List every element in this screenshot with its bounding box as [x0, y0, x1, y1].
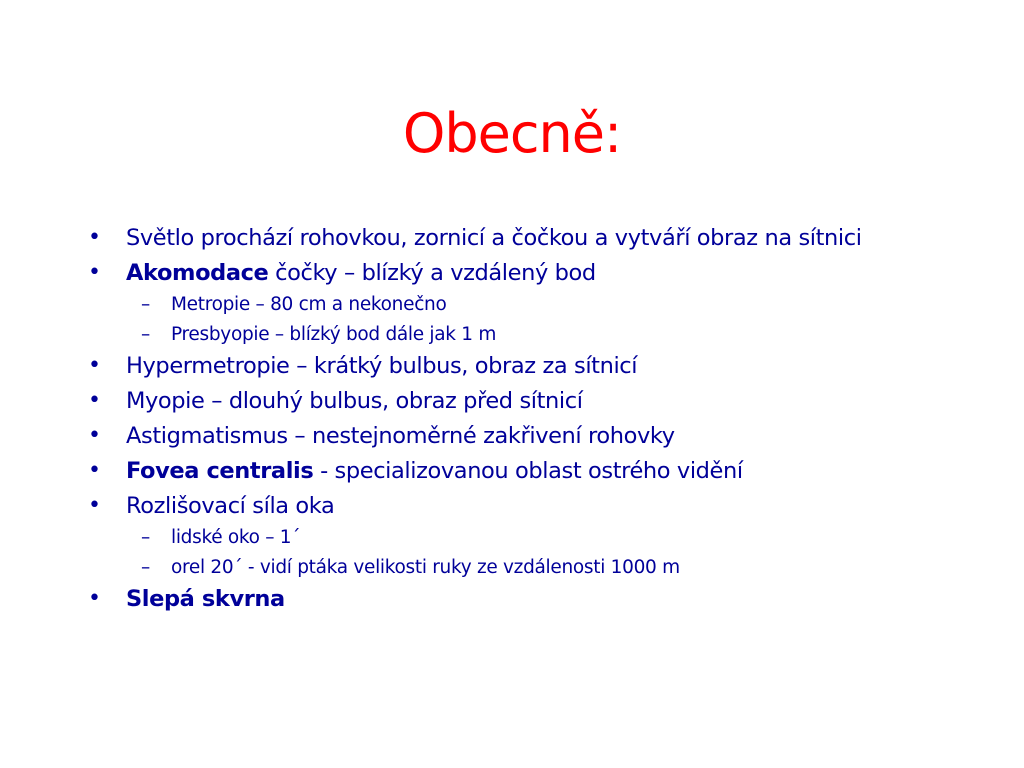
bullet-item-myopie — [86, 387, 916, 415]
bullet-icon: • — [88, 388, 101, 413]
bullet-line — [126, 259, 916, 287]
bullet-bold-term: Akomodace — [126, 260, 269, 286]
sub-item-lidske-oko — [126, 526, 916, 550]
dash-icon: – — [141, 527, 150, 548]
sub-item-presbyopie — [126, 323, 916, 347]
slide-title: Obecně: — [402, 102, 622, 165]
sub-list-akomodace — [126, 293, 916, 347]
bullet-text: Myopie – dlouhý bulbus, obraz před sítnicí — [126, 388, 583, 414]
bullet-item-hypermetropie — [86, 352, 916, 380]
bullet-text: Astigmatismus – nestejnoměrné zakřivení rohovky — [126, 423, 675, 449]
bullet-line — [126, 585, 916, 613]
bullet-item-fovea — [86, 457, 916, 485]
bullet-bold-term: Slepá skvrna — [126, 586, 285, 612]
bullet-list — [86, 224, 916, 613]
bullet-text: Rozlišovací síla oka — [126, 493, 335, 519]
slide-content — [86, 224, 916, 620]
bullet-icon: • — [88, 458, 101, 483]
bullet-text: Hypermetropie – krátký bulbus, obraz za sítnicí — [126, 353, 638, 379]
bullet-text: čočky – blízký a vzdálený bod — [268, 260, 596, 286]
bullet-icon: • — [88, 260, 101, 285]
bullet-item-akomodace — [86, 259, 916, 347]
sub-item-metropie — [126, 293, 916, 317]
bullet-icon: • — [88, 353, 101, 378]
bullet-icon: • — [88, 225, 101, 250]
bullet-icon: • — [88, 423, 101, 448]
sub-list-rozlisovaci — [126, 526, 916, 580]
sub-item-orel — [126, 556, 916, 580]
dash-icon: – — [141, 324, 150, 345]
sub-item-text: orel 20´ - vidí ptáka velikosti ruky ze vzdálenosti 1000 m — [171, 557, 680, 578]
bullet-icon: • — [88, 493, 101, 518]
sub-item-text: lidské oko – 1´ — [171, 527, 301, 548]
bullet-item-rozlisovaci — [86, 492, 916, 580]
bullet-icon: • — [88, 586, 101, 611]
dash-icon: – — [141, 294, 150, 315]
dash-icon: – — [141, 557, 150, 578]
bullet-item-svetlo — [86, 224, 916, 252]
bullet-text: Světlo prochází rohovkou, zornicí a čočkou a vytváří obraz na sítnici — [126, 225, 862, 251]
sub-item-text: Presbyopie – blízký bod dále jak 1 m — [171, 324, 497, 345]
bullet-text: - specializovanou oblast ostrého vidění — [313, 458, 743, 484]
sub-item-text: Metropie – 80 cm a nekonečno — [171, 294, 447, 315]
bullet-bold-term: Fovea centralis — [126, 458, 314, 484]
bullet-item-astigmatismus — [86, 422, 916, 450]
bullet-item-slepa-skvrna — [86, 585, 916, 613]
bullet-line — [126, 457, 916, 485]
